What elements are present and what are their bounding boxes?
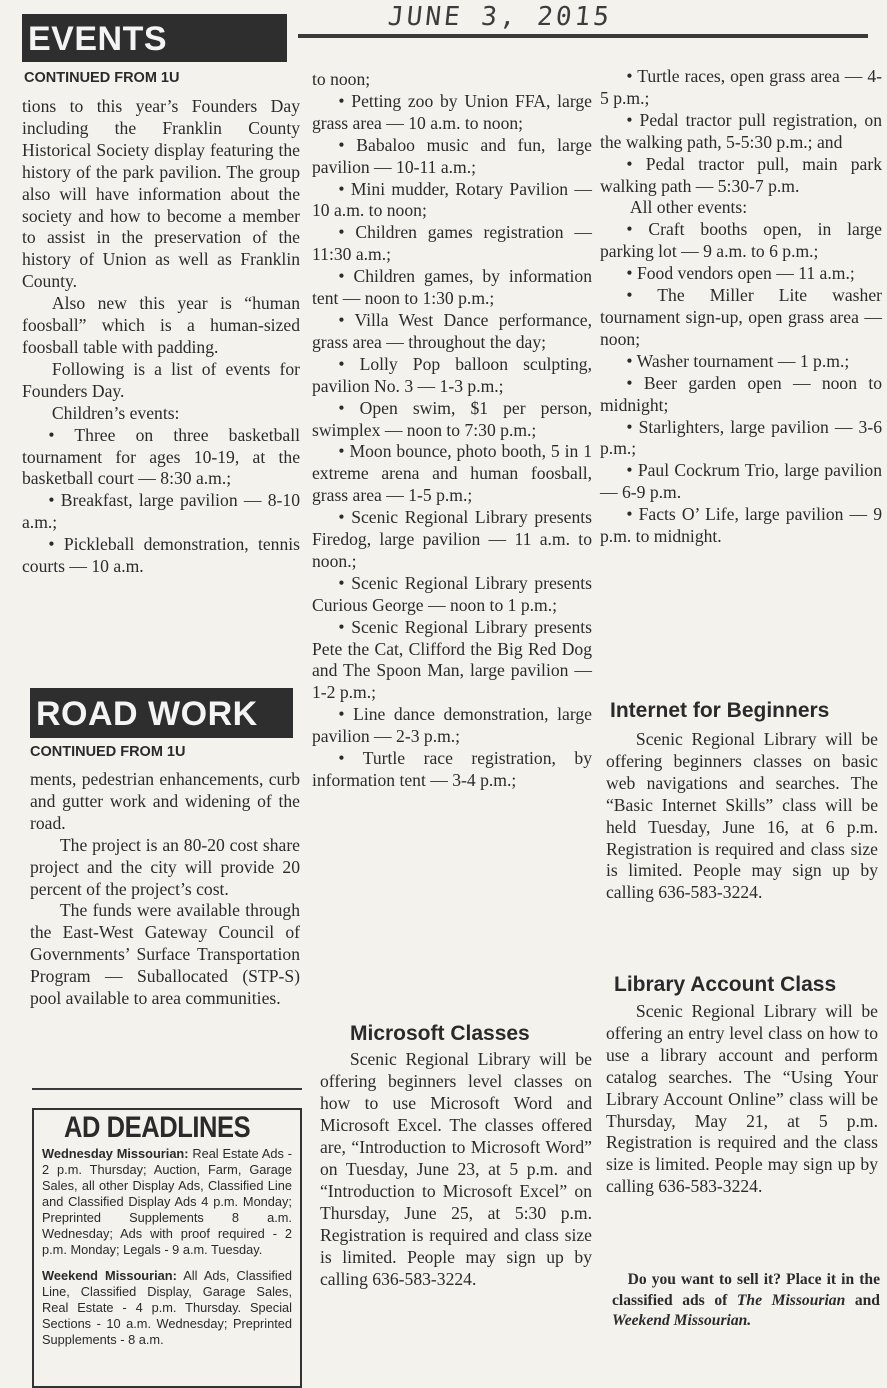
paragraph: • Turtle races, open grass area — 4-5 p.m.; <box>600 66 882 108</box>
wednesday-label: Wednesday Missourian: <box>42 1146 189 1161</box>
ad-deadlines-title: AD DEADLINES <box>64 1111 251 1144</box>
weekend-label: Weekend Missourian: <box>42 1268 177 1283</box>
paragraph: • Line dance demonstration, large pavilion — 2-3 p.m.; <box>312 704 592 747</box>
paragraph: • Villa West Dance performance, grass area — throughout the day; <box>312 309 592 352</box>
paragraph: • Open swim, $1 per person, swimplex — noon to 7:30 p.m.; <box>312 397 592 440</box>
events-header: EVENTS <box>22 14 287 62</box>
paragraph: • Food vendors open — 11 a.m.; <box>626 263 855 284</box>
paragraph: • Turtle race registration, by information tent — 3-4 p.m.; <box>312 748 592 790</box>
paragraph: • Washer tournament — 1 p.m.; <box>626 350 850 371</box>
paragraph: • Moon bounce, photo booth, 5 in 1 extreme arena and human foosball, grass area — 1-5 p.m.; <box>312 441 592 506</box>
paragraph: • Paul Cockrum Trio, large pavilion — 6-9 p.m. <box>600 460 882 503</box>
classified-promo <box>612 1270 880 1332</box>
microsoft-section <box>320 1022 592 1290</box>
library-account-text: Scenic Regional Library will be offering an entry level class on how to use a library account and perform catalog searches. The “Using Your Library Account Online” class will be Thursday, May 21, at 5 p.m. Registration is required and the class size is limited. People may sign up by calling 636-583-3224. <box>606 1001 878 1197</box>
paragraph: • The Miller Lite washer tournament sign-up, open grass area — noon; <box>600 285 882 349</box>
paragraph: The project is an 80-20 cost share project and the city will provide 20 percent of the project’s cost. <box>30 834 300 899</box>
promo-paper-1: The Missourian <box>736 1291 846 1309</box>
promo-text <box>612 1270 880 1332</box>
road-work-body <box>30 769 300 1010</box>
paragraph: to noon; <box>312 69 371 89</box>
paragraph: • Scenic Regional Library presents Pete the Cat, Clifford the Big Red Dog and The Spoon Man, large pavilion — 1-2 p.m.; <box>312 616 592 703</box>
ad-deadlines-box <box>32 1108 302 1388</box>
paragraph: tions to this year’s Founders Day including the Franklin County Historical Society display featuring the history of the park pavilion. The group also will have information about the society and how to become a member to assist in the preservation of the history of Union as well as Franklin County. <box>22 96 300 292</box>
paragraph: • Craft booths open, in large parking lot — 9 a.m. to 6 p.m.; <box>600 219 882 262</box>
internet-text: Scenic Regional Library will be offering beginners classes on basic web navigations and searches. The “Basic Internet Skills” class will be held Tuesday, June 16, at 6 p.m. Registration is required and class size is limited. People may sign up by calling 636-583-3224. <box>606 729 878 903</box>
paragraph: Children’s events: <box>51 402 180 423</box>
road-work-header: ROAD WORK <box>30 688 293 738</box>
paragraph: • Pedal tractor pull, main park walking path — 5:30-7 p.m. <box>600 153 882 196</box>
internet-section <box>606 699 878 904</box>
microsoft-title: Microsoft Classes <box>350 1022 530 1045</box>
library-account-title: Library Account Class <box>614 973 837 996</box>
internet-title: Internet for Beginners <box>610 699 830 722</box>
paragraph: ments, pedestrian enhancements, curb and gutter work and widening of the road. <box>30 769 300 833</box>
paragraph: • Facts O’ Life, large pavilion — 9 p.m. to midnight. <box>600 504 882 547</box>
wednesday-text: Real Estate Ads - 2 p.m. Thursday; Auction, Farm, Garage Sales, all other Display Ads, Classified Line and Classified Display Ads 4 p.m. Monday; Preprinted Supplements 8 a.m. Wednesday; Ads with proof required - 2 p.m. Monday; Legals - 9 a.m. Tuesday. <box>42 1146 292 1257</box>
events-column-2 <box>312 69 592 792</box>
paragraph: • Three on three basketball tournament for ages 10-19, at the basketball court — 8:30 a.m.; <box>22 424 300 489</box>
paragraph: • Petting zoo by Union FFA, large grass area — 10 a.m. to noon; <box>312 90 592 133</box>
paragraph: • Starlighters, large pavilion — 3-6 p.m.; <box>600 416 882 459</box>
paragraph: • Babaloo music and fun, large pavilion — 10-11 a.m.; <box>312 134 592 177</box>
paragraph: • Pedal tractor pull registration, on the walking path, 5-5:30 p.m.; and <box>600 109 882 152</box>
paragraph: • Lolly Pop balloon sculpting, pavilion No. 3 — 1-3 p.m.; <box>312 353 592 396</box>
paragraph: • Beer garden open — noon to midnight; <box>600 372 882 415</box>
paragraph: Following is a list of events for Founders Day. <box>22 358 300 401</box>
wednesday-deadlines <box>42 1146 292 1258</box>
ad-rule <box>32 1088 302 1090</box>
paragraph: • Children games, by information tent — noon to 1:30 p.m.; <box>312 266 592 309</box>
library-account-section <box>606 973 878 1198</box>
top-rule <box>298 34 868 38</box>
microsoft-text: Scenic Regional Library will be offering beginners level classes on how to use Microsoft Word and Microsoft Excel. The classes offered are, “Introduction to Microsoft Word” on Tuesday, June 23, at 5 p.m. and “Introduction to Microsoft Excel” on Thursday, June 25, at 5:30 p.m. Registration is required and class size is limited. People may sign up by calling 636-583-3224. <box>320 1049 592 1289</box>
paragraph: • Scenic Regional Library presents Firedog, large pavilion — 11 a.m. to noon.; <box>312 507 592 571</box>
promo-paper-2: Weekend Missourian. <box>612 1312 752 1329</box>
weekend-text: All Ads, Classified Line, Classified Display, Garage Sales, Real Estate - 4 p.m. Thursday. Special Sections - 10 a.m. Wednesday; Preprinted Supplements - 8 a.m. <box>42 1268 292 1347</box>
paragraph: • Pickleball demonstration, tennis courts — 10 a.m. <box>22 534 300 577</box>
date-stamp: JUNE 3, 2015 <box>386 2 614 32</box>
paragraph: • Scenic Regional Library presents Curious George — noon to 1 p.m.; <box>312 572 592 615</box>
weekend-deadlines <box>42 1268 292 1348</box>
promo-mid: and <box>845 1291 880 1309</box>
paragraph: All other events: <box>629 197 748 218</box>
events-continued: CONTINUED FROM 1U <box>24 70 180 86</box>
promo-lead: Do you want to sell it? Place it in the classified ads of <box>612 1271 880 1309</box>
road-work-continued: CONTINUED FROM 1U <box>30 744 186 760</box>
events-column-1 <box>22 96 300 578</box>
paragraph: Also new this year is “human foosball” which is a human-sized foosball table with padding. <box>22 293 300 357</box>
paragraph: The funds were available through the East-West Gateway Council of Governments’ Surface Transportation Program — Suballocated (STP-S) pool available to area communities. <box>30 900 300 1009</box>
events-column-3 <box>600 66 882 548</box>
paragraph: • Breakfast, large pavilion — 8-10 a.m.; <box>22 490 300 533</box>
paragraph: • Mini mudder, Rotary Pavilion — 10 a.m. to noon; <box>312 178 592 221</box>
paragraph: • Children games registration — 11:30 a.m.; <box>312 222 592 265</box>
